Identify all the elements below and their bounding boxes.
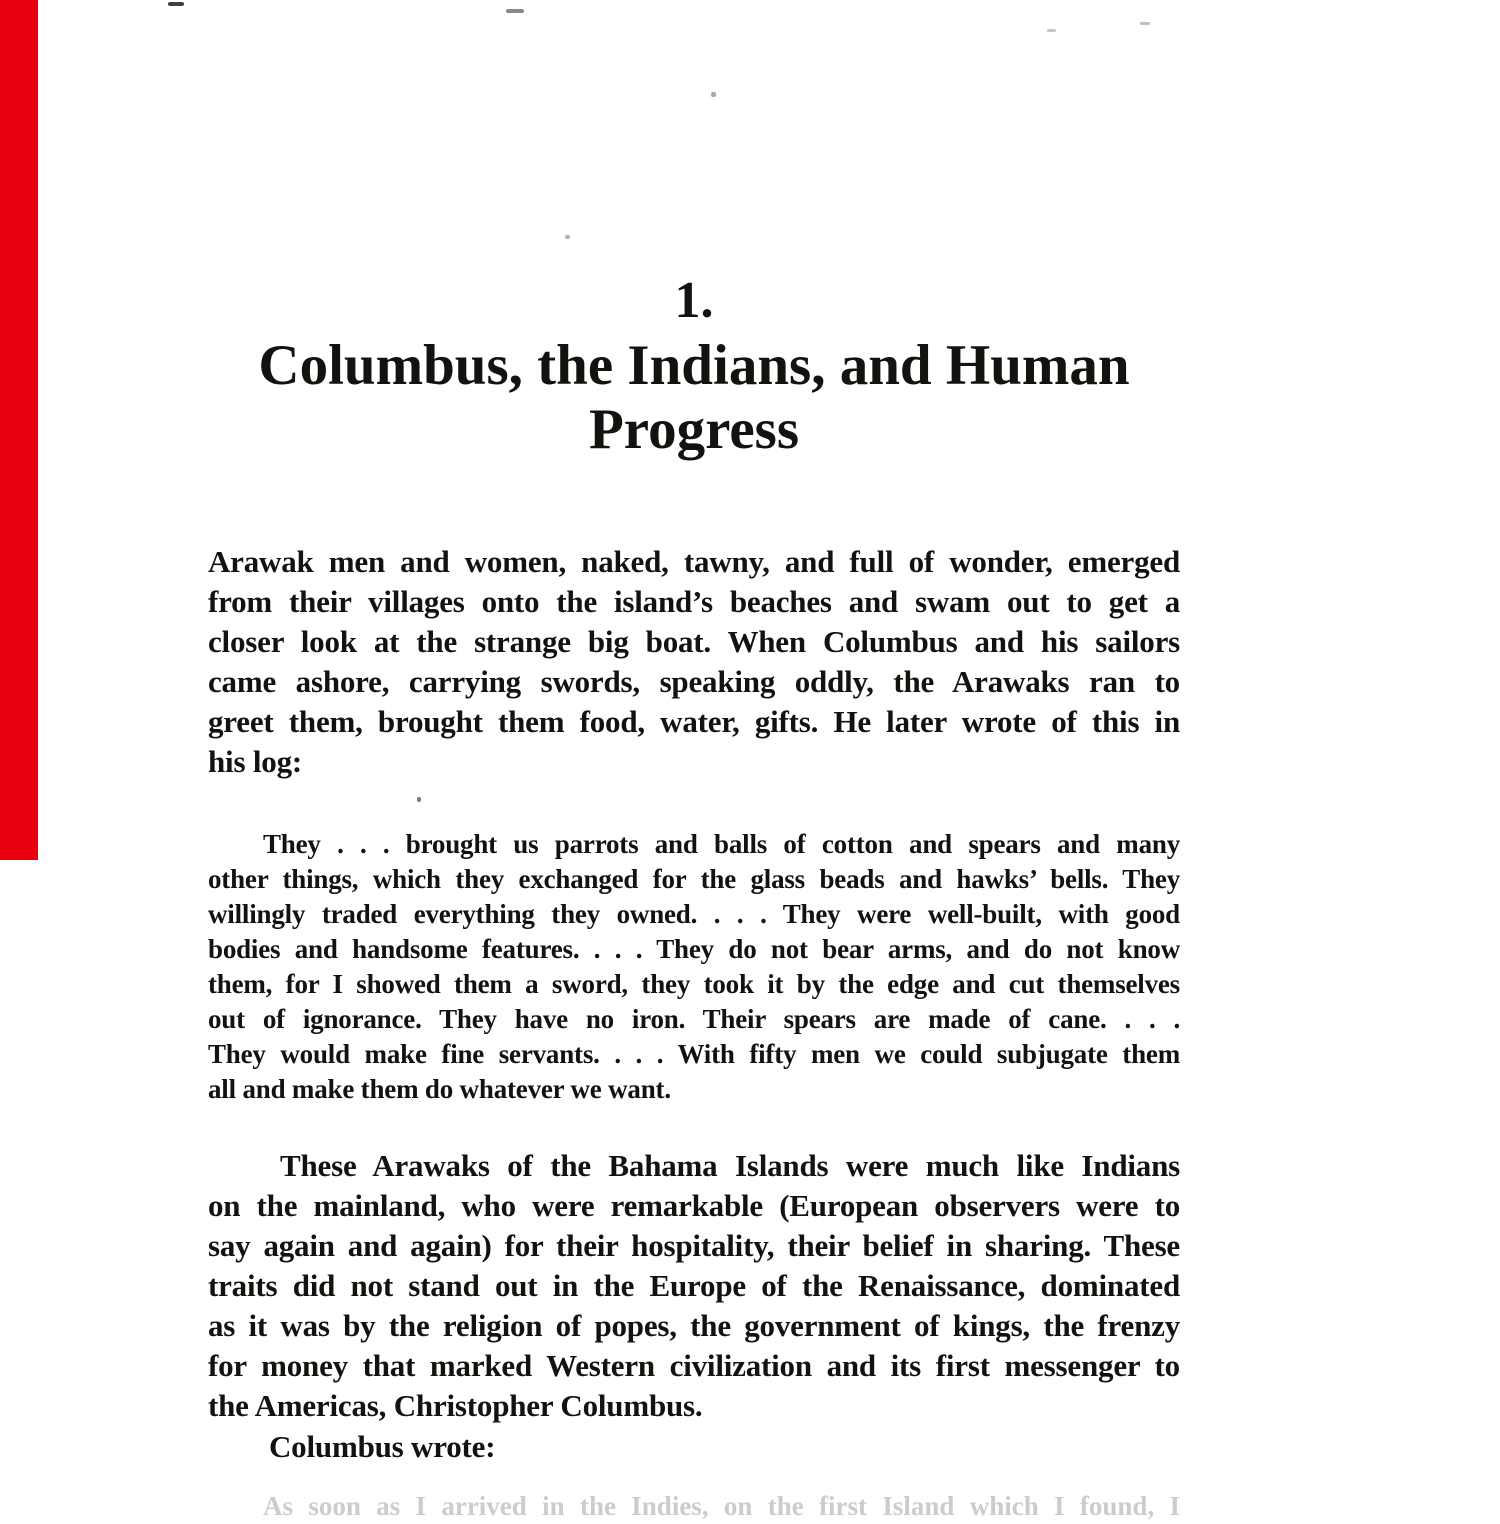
text-line: all and make them do whatever we want. <box>208 1074 671 1104</box>
text-line: They . . . brought us parrots and balls of cotton and spears and many <box>263 829 1180 859</box>
block-quote <box>208 827 1180 1107</box>
text-line: as it was by the religion of popes, the government of kings, the frenzy <box>208 1308 1180 1343</box>
chapter-number: 1. <box>674 272 714 329</box>
text-line: his log: <box>208 744 303 779</box>
text-line: on the mainland, who were remarkable (European observers were to <box>208 1188 1180 1223</box>
text-line: traits did not stand out in the Europe of the Renaissance, dominated <box>208 1268 1180 1303</box>
text-line: other things, which they exchanged for the glass beads and hawks’ bells. They <box>208 864 1180 894</box>
text-line: Columbus wrote: <box>269 1429 496 1464</box>
paragraph <box>208 1146 1180 1426</box>
text-line: They would make fine servants. . . . With fifty men we could subjugate them <box>208 1039 1180 1069</box>
text-line: from their villages onto the island’s beaches and swam out to get a <box>208 584 1180 619</box>
scan-artifact <box>565 235 570 239</box>
text-line: for money that marked Western civilization and its first messenger to <box>208 1348 1180 1383</box>
clipped-text-line: As soon as I arrived in the Indies, on the first Island which I found, I <box>263 1491 1180 1521</box>
text-line: Arawak men and women, naked, tawny, and full of wonder, emerged <box>208 544 1180 579</box>
text-line: willingly traded everything they owned. . . . They were well-built, with good <box>208 899 1180 929</box>
chapter-title-line-2: Progress <box>588 398 800 461</box>
text-line: bodies and handsome features. . . . They do not bear arms, and do not know <box>208 934 1180 964</box>
scan-artifact <box>711 92 716 97</box>
text-line: out of ignorance. They have no iron. Their spears are made of cane. . . . <box>208 1004 1180 1034</box>
text-line: came ashore, carrying swords, speaking oddly, the Arawaks ran to <box>208 664 1180 699</box>
scan-artifact <box>1047 29 1056 32</box>
text-line: closer look at the strange big boat. When Columbus and his sailors <box>208 624 1180 659</box>
scan-artifact <box>168 2 184 6</box>
scan-artifact <box>417 797 421 802</box>
text-line: greet them, brought them food, water, gifts. He later wrote of this in <box>208 704 1180 739</box>
scan-artifact <box>506 9 524 13</box>
text-line: say again and again) for their hospitality, their belief in sharing. These <box>208 1228 1180 1263</box>
paragraph <box>208 1427 1180 1467</box>
text-line: them, for I showed them a sword, they took it by the edge and cut themselves <box>208 969 1180 999</box>
text-line: These Arawaks of the Bahama Islands were much like Indians <box>280 1148 1180 1183</box>
scan-artifact <box>1140 22 1150 25</box>
chapter-title-line-1: Columbus, the Indians, and Human <box>258 334 1130 397</box>
text-line: the Americas, Christopher Columbus. <box>208 1388 703 1423</box>
paragraph <box>208 542 1180 782</box>
